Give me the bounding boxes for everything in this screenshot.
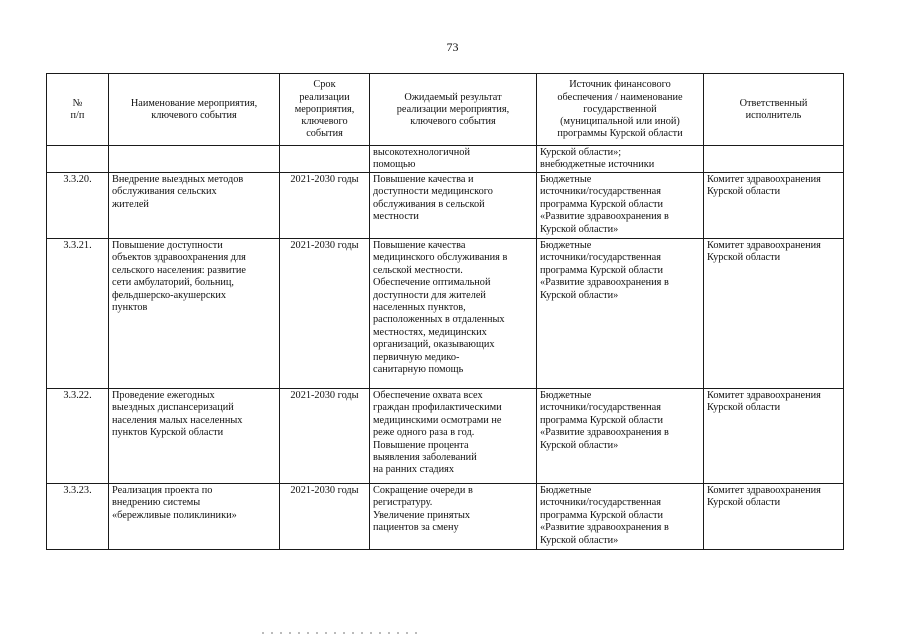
- scan-artifact: [262, 632, 422, 634]
- cell-name: Повышение доступности объектов здравоохранения для сельского населения: развитие сети амбулаторий, больниц, фельдшерско-акушерских пунктов: [109, 239, 280, 389]
- table-header-row: [47, 74, 844, 146]
- cell-result: Повышение качества медицинского обслуживания в сельской местности. Обеспечение оптимальной доступности для жителей населенных пунктов, расположенных в отдаленных местностях, медицинских организаций, оказывающих первичную медико- санитарную помощь: [370, 239, 537, 389]
- cell-term: 2021-2030 годы: [280, 239, 370, 389]
- cell-term: 2021-2030 годы: [280, 173, 370, 239]
- table-row: [47, 239, 844, 389]
- measures-table: [46, 73, 844, 550]
- cell-num: 3.3.23.: [47, 484, 109, 550]
- header-executor: Ответственный исполнитель: [704, 74, 844, 146]
- cell-num: 3.3.21.: [47, 239, 109, 389]
- cell-executor: Комитет здравоохранения Курской области: [704, 484, 844, 550]
- cell-term: 2021-2030 годы: [280, 484, 370, 550]
- cell-executor: Комитет здравоохранения Курской области: [704, 389, 844, 484]
- cell-name: Внедрение выездных методов обслуживания сельских жителей: [109, 173, 280, 239]
- cell-num: 3.3.20.: [47, 173, 109, 239]
- header-term: Срок реализации мероприятия, ключевого события: [280, 74, 370, 146]
- cell-source: Курской области»; внебюджетные источники: [537, 146, 704, 173]
- cell-source: Бюджетные источники/государственная программа Курской области «Развитие здравоохранения в Курской области»: [537, 173, 704, 239]
- header-source: Источник финансового обеспечения / наименование государственной (муниципальной или иной) программы Курской области: [537, 74, 704, 146]
- table-row: [47, 389, 844, 484]
- table-row: [47, 484, 844, 550]
- cell-name: Проведение ежегодных выездных диспансеризаций населения малых населенных пунктов Курской области: [109, 389, 280, 484]
- cell-executor: Комитет здравоохранения Курской области: [704, 239, 844, 389]
- header-result: Ожидаемый результат реализации мероприятия, ключевого события: [370, 74, 537, 146]
- cell-result: Обеспечение охвата всех граждан профилактическими медицинскими осмотрами не реже одного раза в год. Повышение процента выявления заболеваний на ранних стадиях: [370, 389, 537, 484]
- cell-term: 2021-2030 годы: [280, 389, 370, 484]
- cell-source: Бюджетные источники/государственная программа Курской области «Развитие здравоохранения в Курской области»: [537, 239, 704, 389]
- header-name: Наименование мероприятия, ключевого события: [109, 74, 280, 146]
- cell-executor: Комитет здравоохранения Курской области: [704, 173, 844, 239]
- page-number: 73: [446, 40, 459, 54]
- cell-result: высокотехнологичной помощью: [370, 146, 537, 173]
- cell-source: Бюджетные источники/государственная программа Курской области «Развитие здравоохранения в Курской области»: [537, 389, 704, 484]
- cell-source: Бюджетные источники/государственная программа Курской области «Развитие здравоохранения в Курской области»: [537, 484, 704, 550]
- cell-name: Реализация проекта по внедрению системы «бережливые поликлиники»: [109, 484, 280, 550]
- cell-num: 3.3.22.: [47, 389, 109, 484]
- header-num: № п/п: [47, 74, 109, 146]
- table-row-continuation: [47, 146, 844, 173]
- cell-result: Сокращение очереди в регистратуру. Увеличение принятых пациентов за смену: [370, 484, 537, 550]
- cell-result: Повышение качества и доступности медицинского обслуживания в сельской местности: [370, 173, 537, 239]
- table-row: [47, 173, 844, 239]
